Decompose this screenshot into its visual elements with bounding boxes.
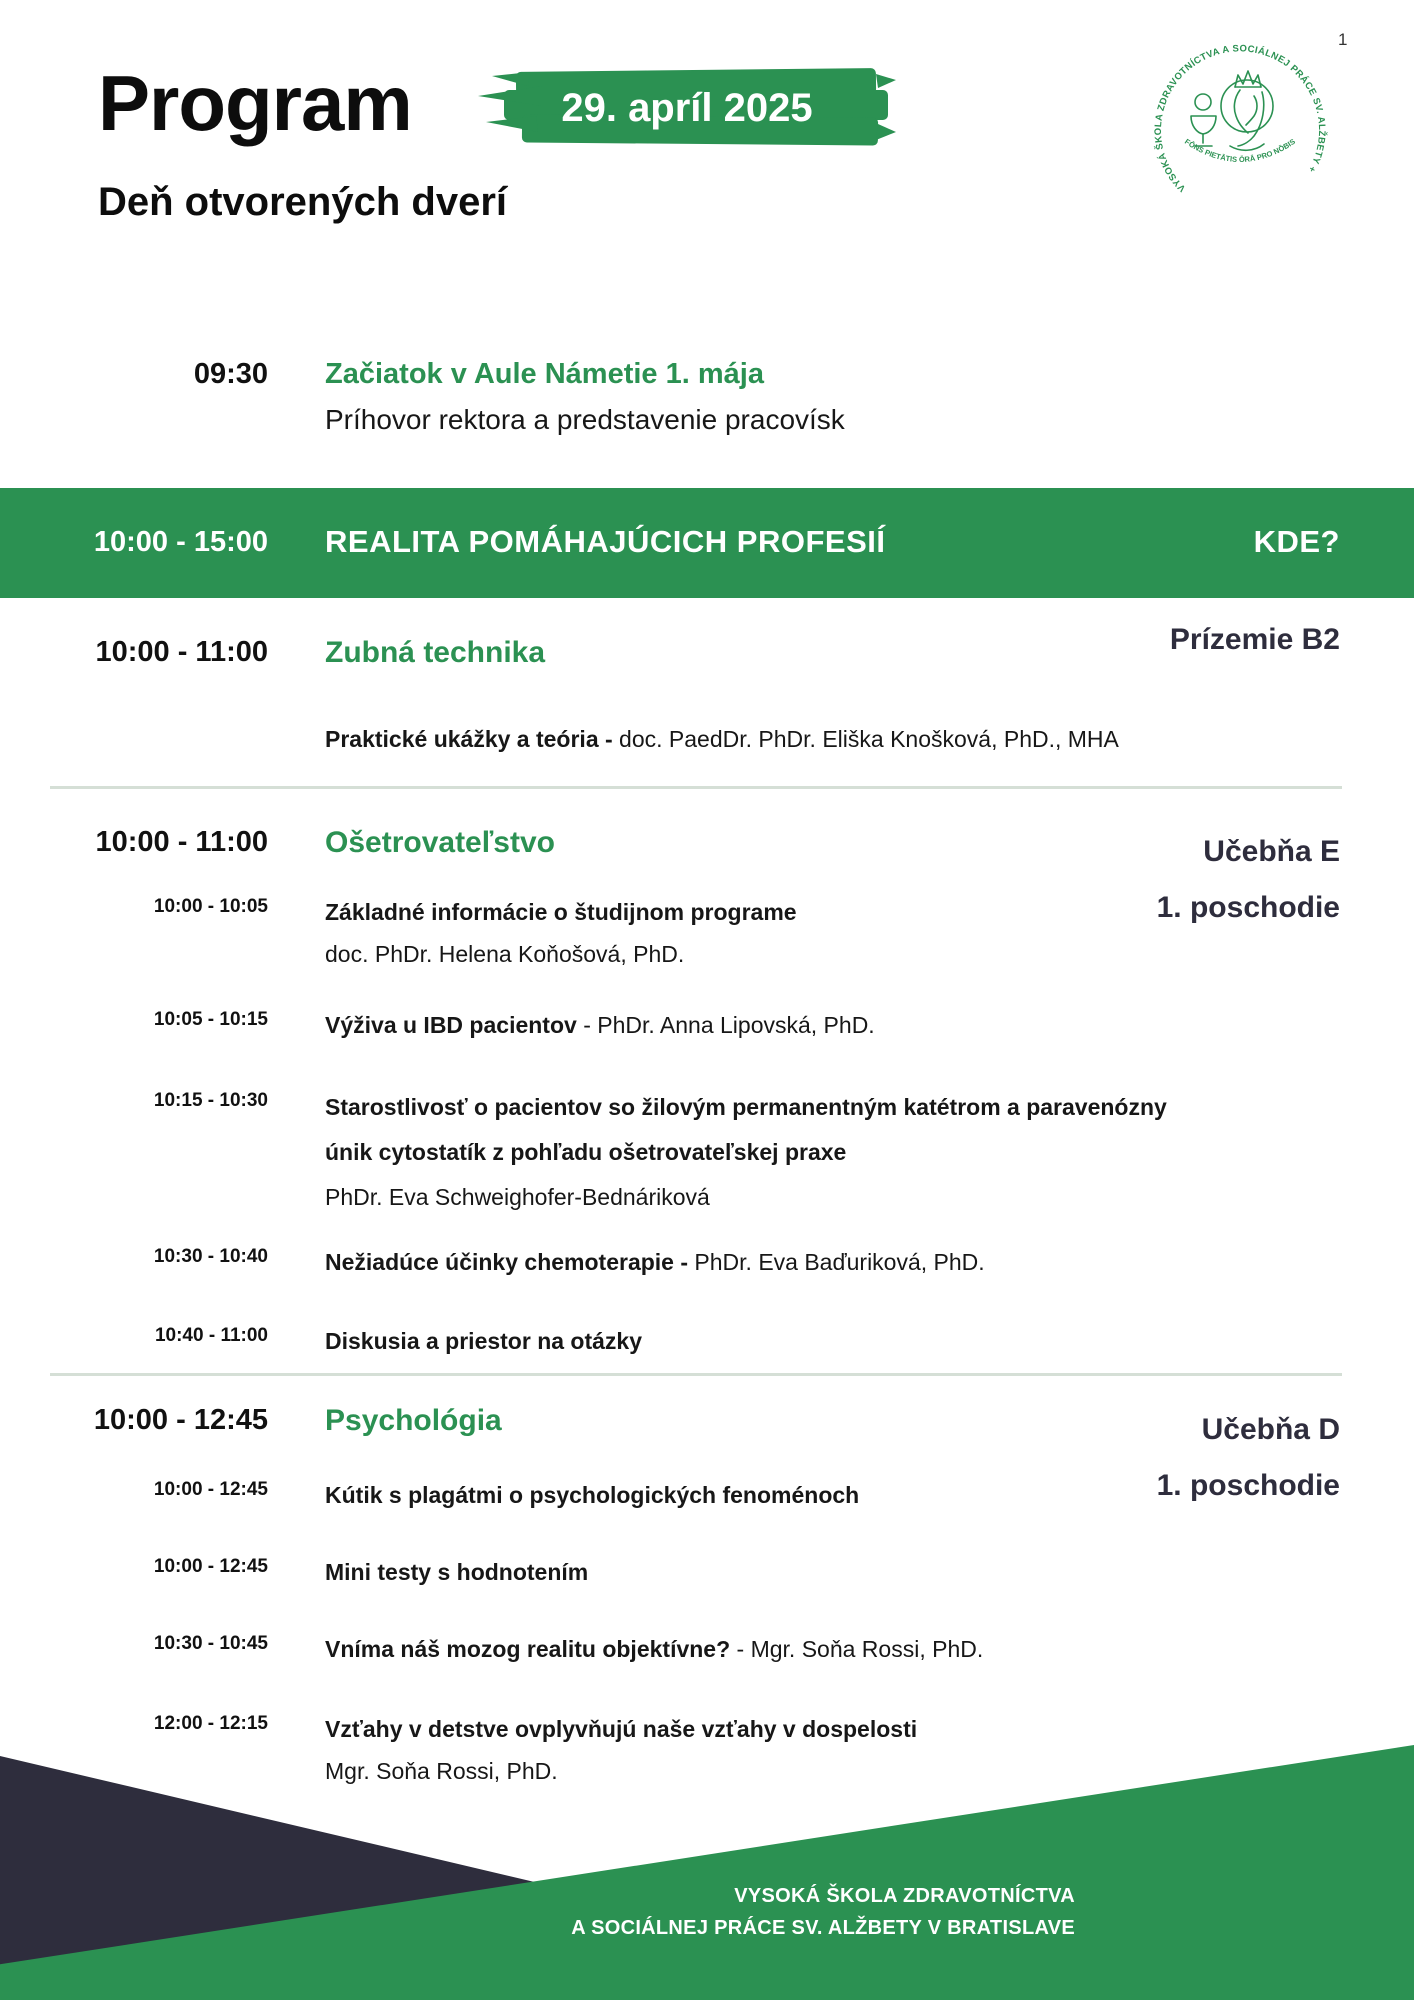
school-name-line2: A SOCIÁLNEJ PRÁCE SV. ALŽBETY V BRATISLAVE bbox=[571, 1917, 1075, 1939]
item-speaker: - Mgr. Soňa Rossi, PhD. bbox=[730, 1636, 984, 1662]
item-time: 10:15 - 10:30 bbox=[153, 1090, 268, 1111]
school-name-line1: VYSOKÁ ŠKOLA ZDRAVOTNÍCTVA bbox=[734, 1885, 1075, 1907]
location-label: Učebňa E 1. poschodie bbox=[1156, 835, 1340, 924]
page-title: Program bbox=[98, 59, 412, 147]
section-time: 10:00 - 12:45 bbox=[93, 1404, 268, 1436]
item-title: Diskusia a priestor na otázky bbox=[325, 1328, 643, 1354]
item-title: Nežiadúce účinky chemoterapie - bbox=[325, 1249, 689, 1275]
seal-inner-text: FŌNS PIETĀTIS ŌRĀ PRO NŌBIS bbox=[1183, 136, 1297, 165]
intro-time: 09:30 bbox=[193, 358, 268, 390]
item-title: Kútik s plagátmi o psychologických fenoménoch bbox=[325, 1482, 860, 1508]
item-title: Výživa u IBD pacientov bbox=[325, 1012, 577, 1038]
school-name bbox=[571, 1880, 1075, 1944]
item-time: 10:40 - 11:00 bbox=[154, 1325, 268, 1346]
item-speaker: Mgr. Soňa Rossi, PhD. bbox=[325, 1758, 558, 1784]
banner-where-label: KDE? bbox=[1253, 524, 1340, 559]
section-title: Ošetrovateľstvo bbox=[325, 826, 555, 859]
seal-outer-text: VYSOKÁ ŠKOLA ZDRAVOTNÍCTVA A SOCIÁLNEJ PRÁCE SV. ALŽBETY + bbox=[1152, 43, 1328, 194]
item-speaker: doc. PhDr. Helena Koňošová, PhD. bbox=[325, 941, 685, 967]
intro-title: Začiatok v Aule Námetie 1. mája bbox=[325, 358, 764, 390]
date-badge bbox=[478, 62, 896, 154]
section-time: 10:00 - 11:00 bbox=[95, 636, 268, 668]
item-title: Praktické ukážky a teória - bbox=[325, 726, 613, 752]
banner-time: 10:00 - 15:00 bbox=[93, 526, 268, 558]
banner-title: REALITA POMÁHAJÚCICH PROFESIÍ bbox=[325, 524, 886, 559]
event-subtitle: Deň otvorených dverí bbox=[98, 180, 508, 224]
section-title: Psychológia bbox=[325, 1404, 502, 1437]
item-speaker: doc. PaedDr. PhDr. Eliška Knošková, PhD., MHA bbox=[612, 726, 1119, 752]
item-title: Starostlivosť o pacientov so žilovým permanentným katétrom a paravenózny únik cytostatík z pohľadu ošetrovateľskej praxe bbox=[325, 1094, 1167, 1165]
item-time: 10:00 - 10:05 bbox=[153, 896, 268, 917]
section-divider bbox=[50, 1373, 1342, 1376]
item-speaker: - PhDr. Anna Lipovská, PhD. bbox=[576, 1012, 875, 1038]
item-time: 10:30 - 10:45 bbox=[153, 1633, 268, 1654]
item-title: Základné informácie o študijnom programe bbox=[325, 899, 797, 925]
item-time: 10:30 - 10:40 bbox=[153, 1246, 268, 1267]
item-time: 10:05 - 10:15 bbox=[153, 1009, 268, 1030]
item-time: 10:00 - 12:45 bbox=[153, 1556, 268, 1577]
item-title: Vníma náš mozog realitu objektívne? bbox=[325, 1636, 731, 1662]
crown-icon bbox=[1235, 71, 1261, 87]
item-title: Mini testy s hodnotením bbox=[325, 1559, 589, 1585]
section-time: 10:00 - 11:00 bbox=[95, 826, 268, 858]
main-banner bbox=[0, 488, 1414, 598]
location-label: Prízemie B2 bbox=[1169, 623, 1340, 656]
event-date: 29. apríl 2025 bbox=[561, 85, 813, 130]
section-title: Zubná technika bbox=[325, 636, 546, 669]
item-time: 12:00 - 12:15 bbox=[153, 1713, 268, 1734]
intro-description: Príhovor rektora a predstavenie pracovísk bbox=[325, 404, 845, 435]
location-label: Učebňa D 1. poschodie bbox=[1156, 1413, 1340, 1502]
item-title: Vzťahy v detstve ovplyvňujú naše vzťahy v dospelosti bbox=[325, 1716, 918, 1742]
item-speaker: PhDr. Eva Schweighofer-Bednáriková bbox=[325, 1184, 710, 1210]
item-time: 10:00 - 12:45 bbox=[153, 1479, 268, 1500]
item-speaker: PhDr. Eva Baďuriková, PhD. bbox=[688, 1249, 985, 1275]
madonna-figure-icon bbox=[1221, 71, 1273, 150]
chalice-icon bbox=[1191, 94, 1216, 146]
page-number: 1 bbox=[1338, 30, 1348, 49]
university-seal-logo bbox=[1150, 40, 1330, 220]
section-divider bbox=[50, 786, 1342, 789]
